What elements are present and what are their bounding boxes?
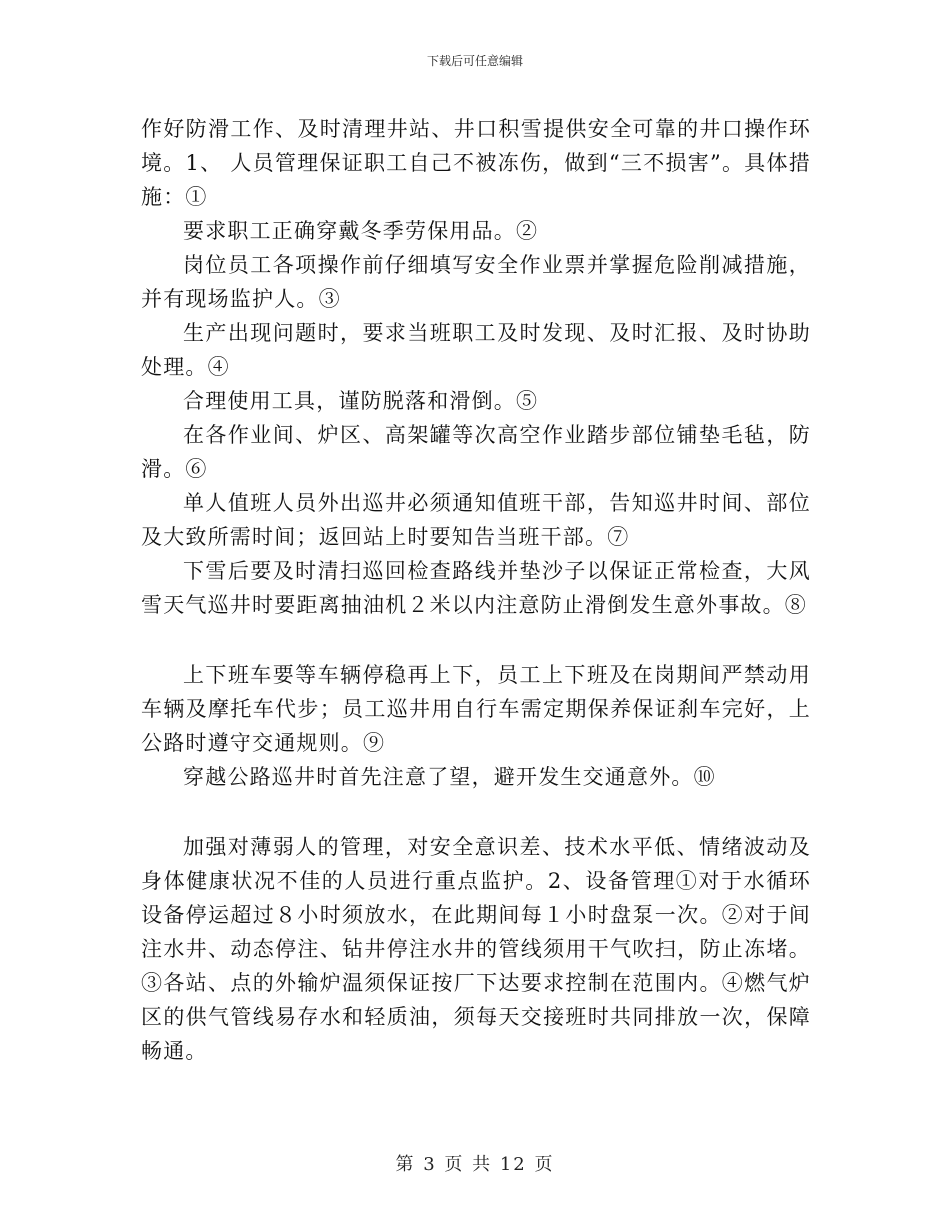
paragraph-item-4: 合理使用工具，谨防脱落和滑倒。⑤ <box>183 389 539 413</box>
paragraph-item-9: 穿越公路巡井时首先注意了望，避开发生交通意外。⑩ <box>183 765 716 789</box>
paragraph-item-7: 下雪后要及时清扫巡回检查路线并垫沙子以保证正常检查，大风雪天气巡井时要距离抽油机２米以内注意防止滑倒发生意外事故。⑧ <box>141 559 811 617</box>
paragraph-item-5: 在各作业间、炉区、高架罐等次高空作业踏步部位铺垫毛毡，防滑。⑥ <box>141 423 811 481</box>
page-footer: 第 3 页 共 12 页 <box>395 1154 555 1175</box>
paragraph-item-8: 上下班车要等车辆停稳再上下，员工上下班及在岗期间严禁动用车辆及摩托车代步；员工巡井用自行车需定期保养保证刹车完好，上公路时遵守交通规则。⑨ <box>141 663 811 755</box>
paragraph-item-10: 加强对薄弱人的管理，对安全意识差、技术水平低、情绪波动及身体健康状况不佳的人员进行重点监护。2、设备管理①对于水循环设备停运超过８小时须放水，在此期间每１小时盘泵一次。②对于间注水井、动态停注、钻井停注水井的管线须用干气吹扫，防止冻堵。③各站、点的外输炉温须保证按厂下达要求控制在范围内。④燃气炉区的供气管线易存水和轻质油，须每天交接班时共同排放一次，保障畅通。 <box>141 835 811 1063</box>
paragraph-item-2: 岗位员工各项操作前仔细填写安全作业票并掌握危险削减措施，并有现场监护人。③ <box>141 253 811 311</box>
paragraph-item-6: 单人值班人员外出巡井必须通知值班干部，告知巡井时间、部位及大致所需时间；返回站上时要知告当班干部。⑦ <box>141 491 811 549</box>
page-header: 下载后可任意编辑 <box>426 54 523 68</box>
paragraph-continuation: 作好防滑工作、及时清理井站、井口积雪提供安全可靠的井口操作环境。1、 人员管理保证职工自己不被冻伤，做到“三不损害”。具体措施：① <box>141 117 811 209</box>
paragraph-item-3: 生产出现问题时，要求当班职工及时发现、及时汇报、及时协助处理。④ <box>141 321 811 379</box>
paragraph-item-1: 要求职工正确穿戴冬季劳保用品。② <box>183 219 539 243</box>
document-body <box>141 112 811 1068</box>
